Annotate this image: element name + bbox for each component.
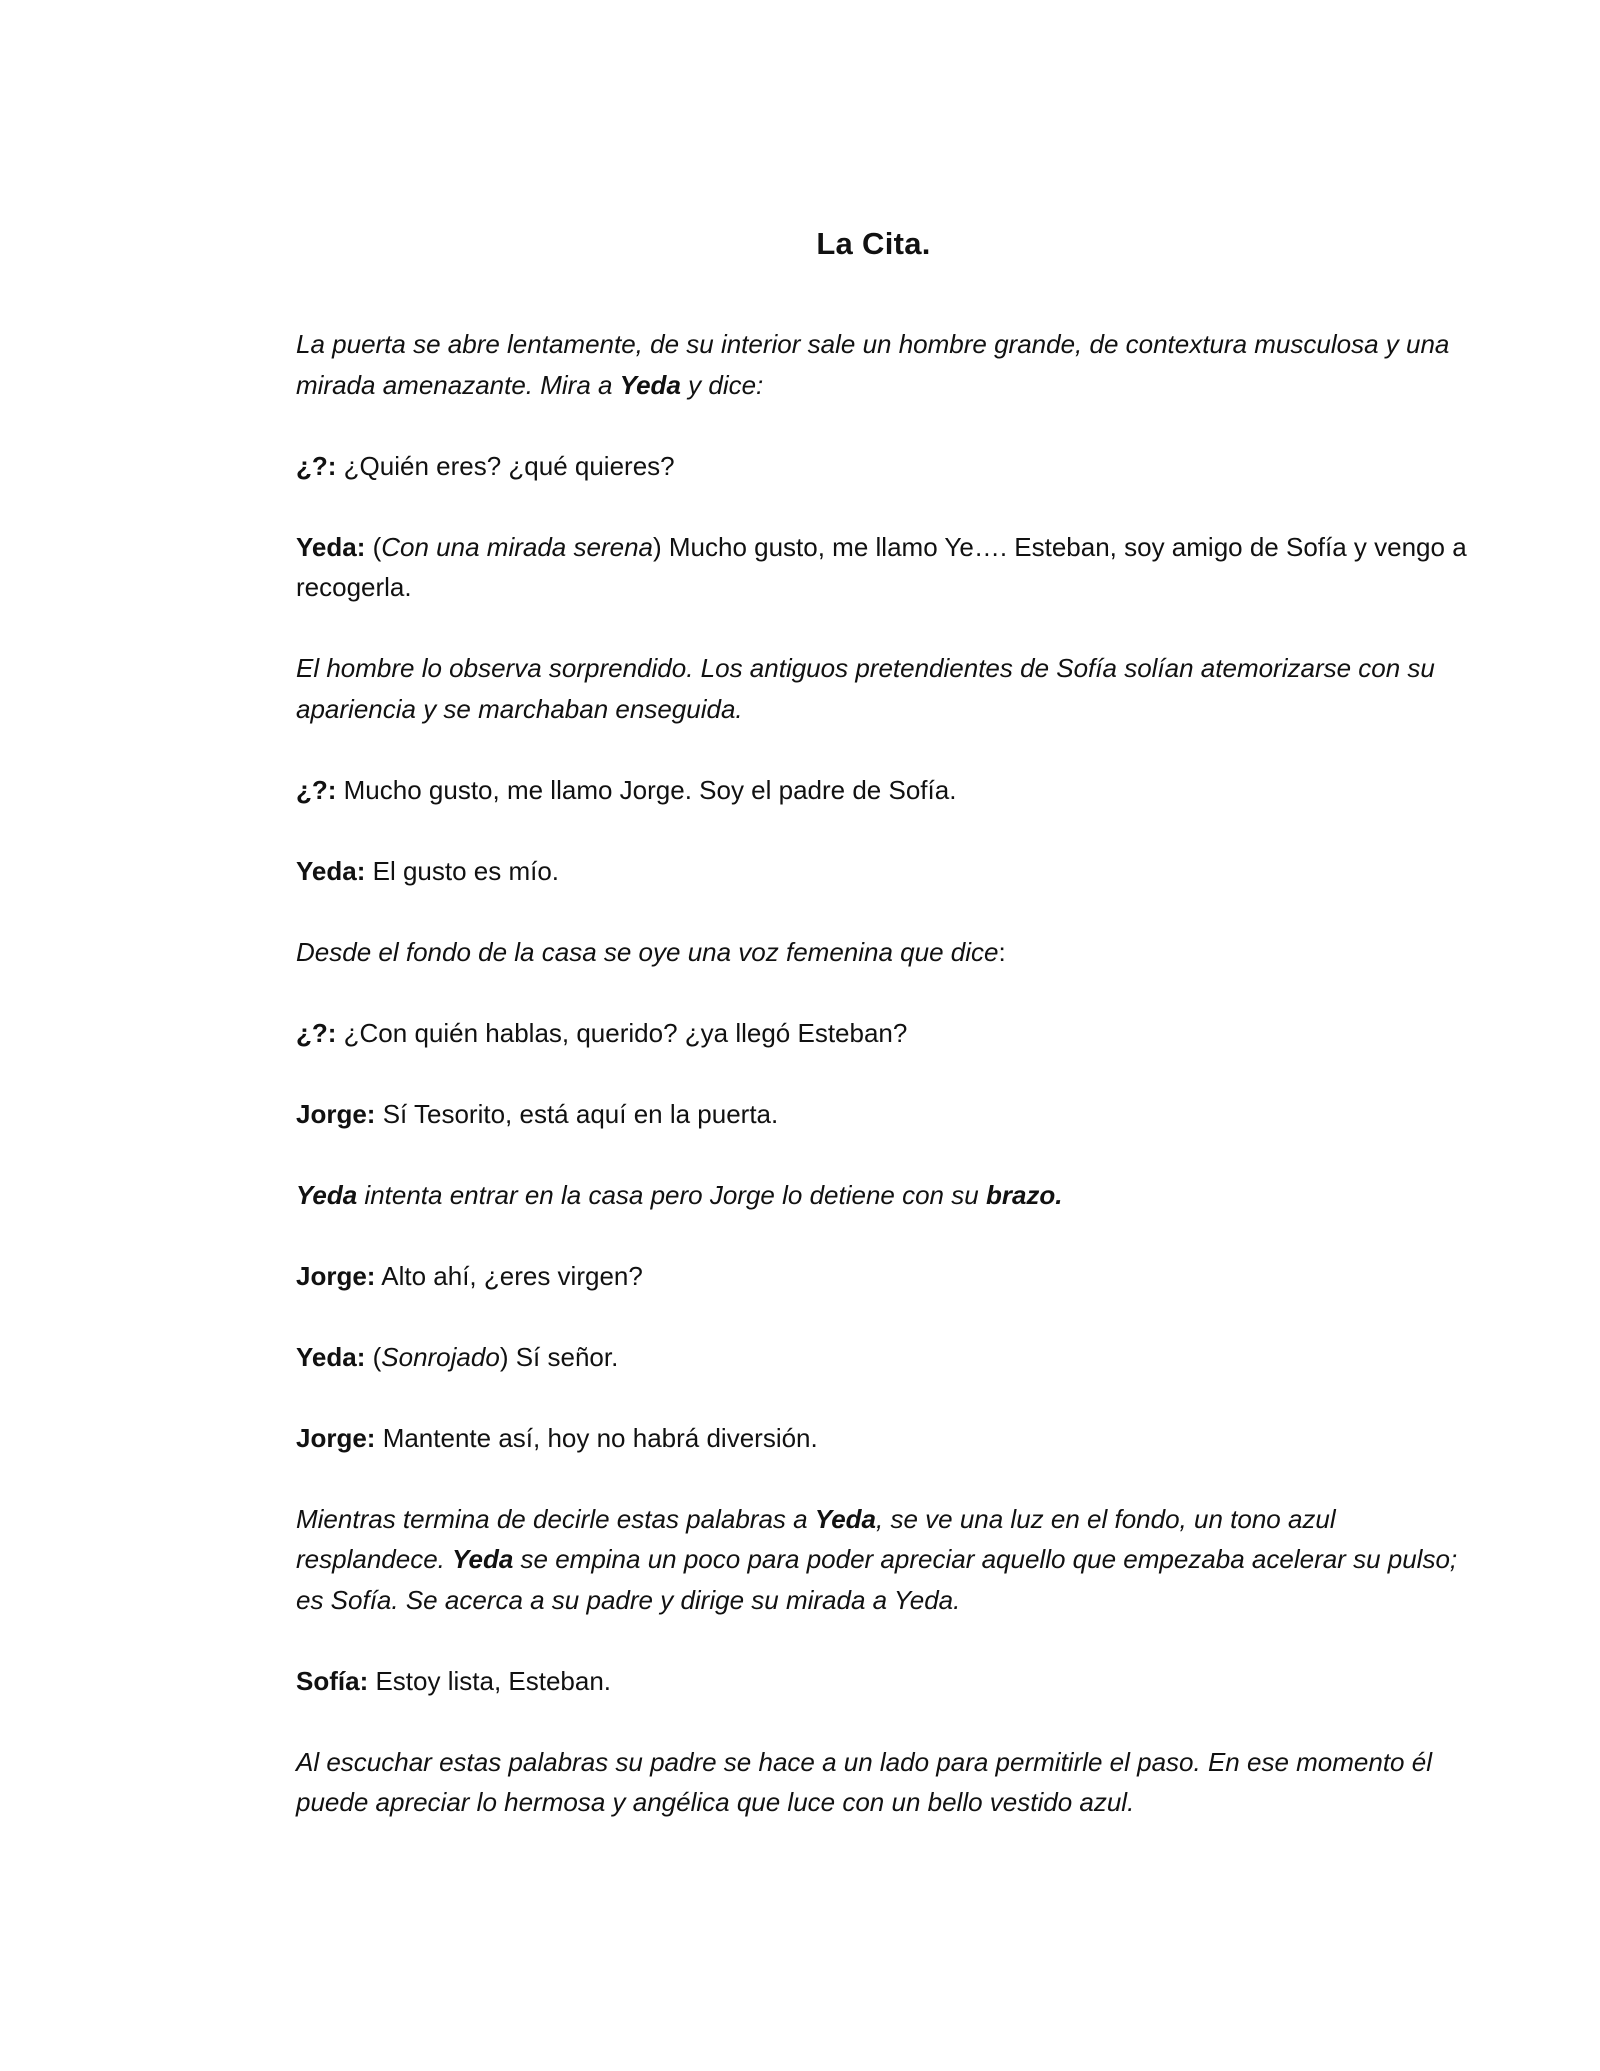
stage-direction (296, 932, 1471, 973)
dialogue-text: Mantente así, hoy no habrá diversión. (375, 1422, 818, 1453)
speaker-label: ¿?: (296, 450, 337, 481)
dialogue-text: El gusto es mío. (365, 855, 560, 886)
dialogue-text: Mucho gusto, me llamo Jorge. Soy el padre de Sofía. (336, 774, 957, 805)
dialogue-line (296, 1094, 1471, 1135)
dialogue-line (296, 1337, 1471, 1378)
speaker-label: Yeda: (296, 1341, 366, 1372)
dialogue-line (296, 527, 1471, 608)
stage-direction (296, 1175, 1471, 1216)
stage-text: . (1055, 1179, 1063, 1210)
stage-text: La puerta se abre lentamente, de su interior sale un hombre grande, de contextura musculosa y una mirada amenazante. Mira a (296, 329, 1450, 400)
dialogue-line (296, 446, 1471, 487)
stage-text: Desde el fondo de la casa se oye una voz femenina que dice (296, 936, 999, 967)
stage-direction (296, 324, 1471, 405)
dialogue-text: ( (365, 1341, 382, 1372)
speaker-label: Jorge: (296, 1422, 376, 1453)
speaker-label: Sofía: (296, 1665, 369, 1696)
dialogue-line (296, 1418, 1471, 1459)
character-name: Yeda (814, 1503, 876, 1534)
dialogue-text: Alto ahí, ¿eres virgen? (375, 1260, 643, 1291)
speaker-label: ¿?: (296, 1017, 337, 1048)
dialogue-text: Sí Tesorito, está aquí en la puerta. (375, 1098, 779, 1129)
dialogue-text: ¿Quién eres? ¿qué quieres? (336, 450, 675, 481)
dialogue-text: ¿Con quién hablas, querido? ¿ya llegó Esteban? (336, 1017, 908, 1048)
speaker-label: Jorge: (296, 1260, 376, 1291)
stage-text: , se ve una luz en el fondo, un tono azul resplandece. (296, 1503, 1336, 1574)
stage-direction (296, 648, 1471, 729)
dialogue-text: ) Sí señor. (499, 1341, 619, 1372)
dialogue-text: Estoy lista, Esteban. (368, 1665, 612, 1696)
dialogue-text: ( (365, 531, 382, 562)
character-name: Yeda (619, 369, 681, 400)
stage-direction (296, 1499, 1471, 1621)
character-name: Yeda (452, 1544, 514, 1574)
dialogue-line (296, 1256, 1471, 1297)
dialogue-line (296, 1661, 1471, 1702)
stage-direction (296, 1742, 1471, 1823)
stage-text: Al escuchar estas palabras su padre se hace a un lado para permitirle el paso. En ese momento él puede apreciar lo hermosa y angélica que luce con un bello vestido azul. (296, 1746, 1432, 1817)
dialogue-line (296, 770, 1471, 811)
speaker-label: Yeda: (296, 855, 366, 886)
document-body (296, 324, 1471, 1863)
dialogue-line (296, 851, 1471, 892)
inline-stage-direction: Sonrojado (381, 1341, 500, 1372)
document-title: La Cita. (816, 226, 931, 261)
stage-text: Mientras termina de decirle estas palabras a (296, 1503, 815, 1534)
speaker-label: ¿?: (296, 774, 337, 805)
dialogue-text: ) Mucho gusto, me llamo Ye…. Esteban, soy amigo de Sofía y vengo a recogerla. (296, 531, 1467, 602)
stage-text: y dice: (680, 369, 764, 400)
character-name: Yeda (296, 1179, 358, 1210)
emphasis-text: brazo (985, 1179, 1056, 1210)
stage-text: : (998, 936, 1006, 967)
stage-text: intenta entrar en la casa pero Jorge lo detiene con su (357, 1179, 986, 1210)
stage-text: se empina un poco para poder apreciar aquello que empezaba acelerar su pulso; es Sofía. Se acerca a su padre y dirige su mirada a Yeda. (296, 1544, 1458, 1615)
speaker-label: Yeda: (296, 531, 366, 562)
dialogue-line (296, 1013, 1471, 1054)
inline-stage-direction: Con una mirada serena (381, 531, 653, 562)
speaker-label: Jorge: (296, 1098, 376, 1129)
stage-text: El hombre lo observa sorprendido. Los antiguos pretendientes de Sofía solían atemorizarse con su apariencia y se marchaban enseguida. (296, 653, 1435, 724)
